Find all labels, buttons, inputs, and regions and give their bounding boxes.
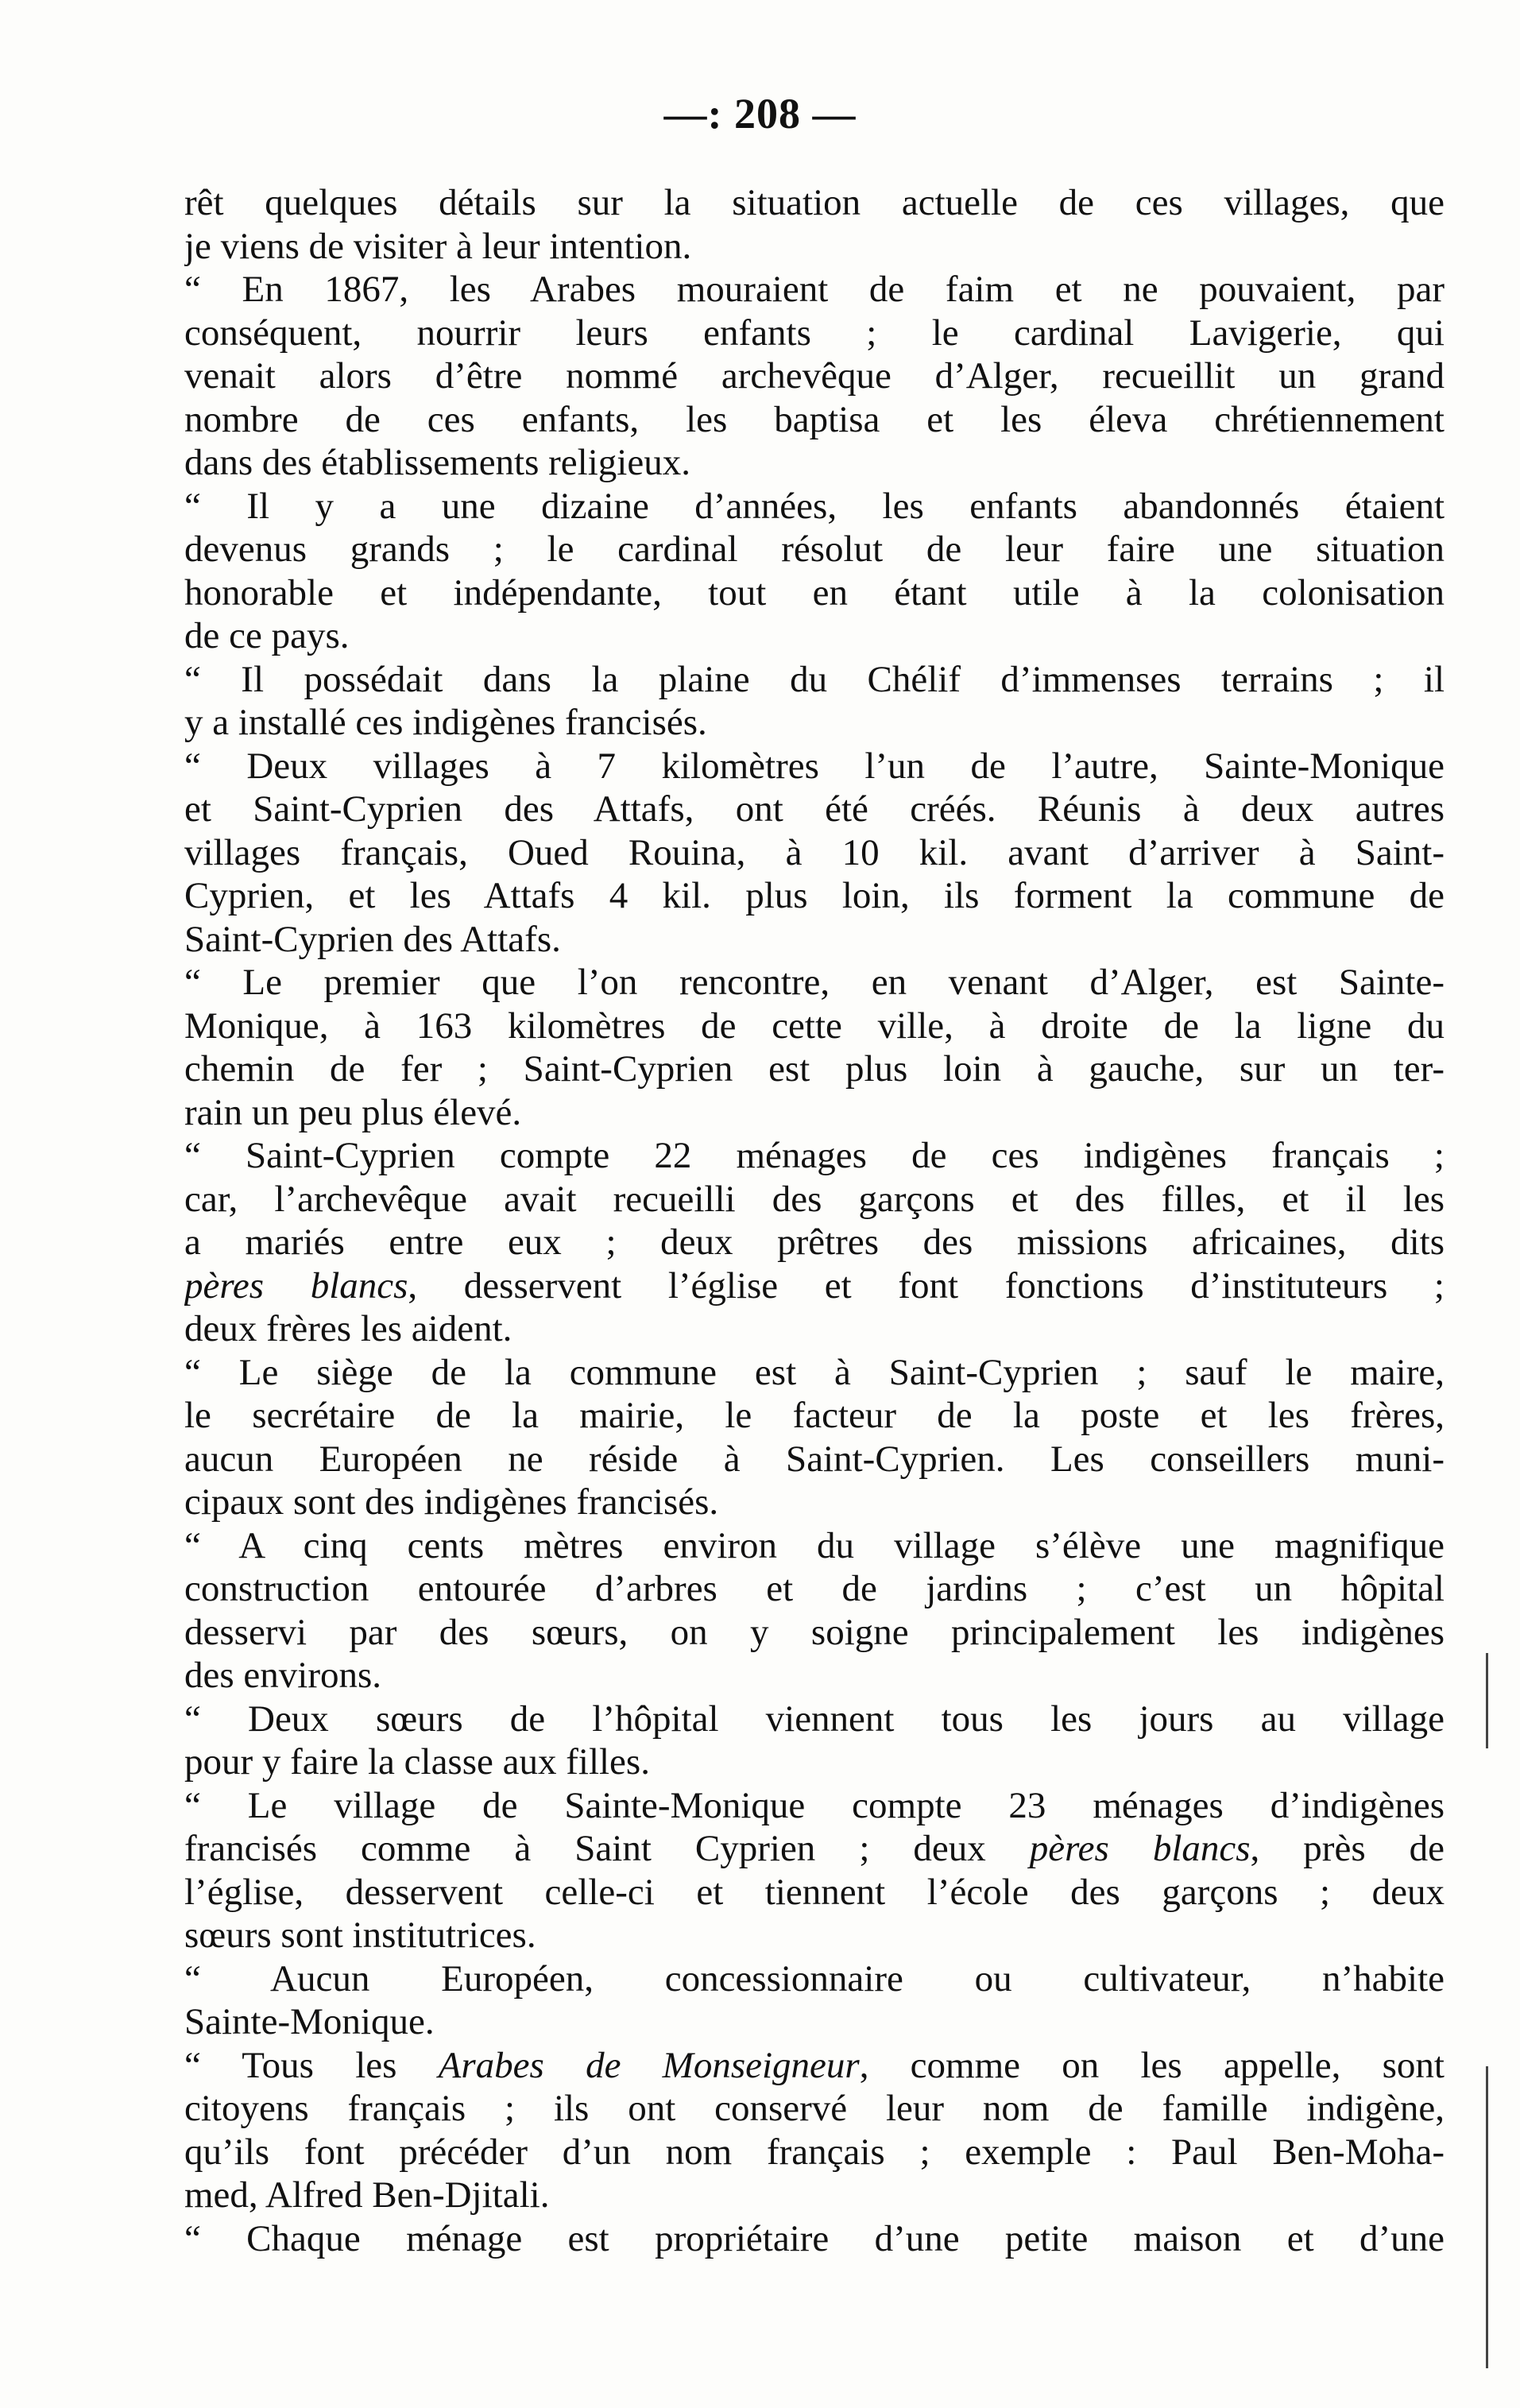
text-line: “ Saint-Cyprien compte 22 ménages de ces indigènes français ; <box>184 1135 1445 1176</box>
text-line: “ Il possédait dans la plaine du Chélif d’immenses terrains ; il <box>184 658 1445 700</box>
text-line <box>184 1264 1445 1308</box>
scan-edge-mark <box>1486 1653 1488 1748</box>
text-line <box>184 2044 1445 2088</box>
text-line: villages français, Oued Rouina, à 10 kil. avant d’arriver à Saint- <box>184 831 1445 873</box>
text-segment: , près de <box>1250 1828 1445 1869</box>
text-line: Sainte-Monique. <box>184 2001 435 2042</box>
text-line: “ Deux sœurs de l’hôpital viennent tous les jours au village <box>184 1698 1445 1740</box>
text-line: rain un peu plus élevé. <box>184 1091 522 1133</box>
text-line: rêt quelques détails sur la situation actuelle de ces villages, que <box>184 182 1445 223</box>
text-line: venait alors d’être nommé archevêque d’Alger, recueillit un grand <box>184 355 1445 397</box>
text-line: je viens de visiter à leur intention. <box>184 225 692 267</box>
text-line: dans des établissements religieux. <box>184 442 690 483</box>
italic-phrase: pères blancs <box>184 1264 408 1307</box>
text-line: construction entourée d’arbres et de jardins ; c’est un hôpital <box>184 1568 1445 1609</box>
text-line: de ce pays. <box>184 615 350 656</box>
text-line: des environs. <box>184 1655 382 1696</box>
text-line: “ Aucun Européen, concessionnaire ou cultivateur, n’habite <box>184 1957 1445 2000</box>
text-line: car, l’archevêque avait recueilli des garçons et des filles, et il les <box>184 1178 1445 1220</box>
text-line: desservi par des sœurs, on y soigne principalement les indigènes <box>184 1611 1445 1653</box>
text-line <box>184 1827 1445 1871</box>
text-line: honorable et indépendante, tout en étant utile à la colonisation <box>184 571 1445 614</box>
text-segment: , comme on les appelle, sont <box>859 2044 1445 2086</box>
italic-phrase: pères blancs <box>1029 1828 1251 1869</box>
text-line: “ Deux villages à 7 kilomètres l’un de l’autre, Sainte-Monique <box>184 745 1445 787</box>
text-line: chemin de fer ; Saint-Cyprien est plus loin à gauche, sur un ter- <box>184 1048 1445 1090</box>
text-line: l’église, desservent celle-ci et tiennent l’école des garçons ; deux <box>184 1871 1445 1913</box>
text-line: Cyprien, et les Attafs 4 kil. plus loin, ils forment la commune de <box>184 875 1445 916</box>
text-line: cipaux sont des indigènes francisés. <box>184 1481 719 1523</box>
text-line: qu’ils font précéder d’un nom français ; exemple : Paul Ben-Moha- <box>184 2131 1445 2173</box>
text-line: pour y faire la classe aux filles. <box>184 1741 650 1783</box>
text-line: sœurs sont institutrices. <box>184 1914 536 1956</box>
text-line: “ Le siège de la commune est à Saint-Cyprien ; sauf le maire, <box>184 1351 1445 1393</box>
text-line: “ Le premier que l’on rencontre, en venant d’Alger, est Sainte- <box>184 962 1445 1003</box>
text-line: “ Il y a une dizaine d’années, les enfants abandonnés étaient <box>184 485 1445 527</box>
text-line: nombre de ces enfants, les baptisa et les éleva chrétiennement <box>184 398 1445 440</box>
text-line: med, Alfred Ben-Djitali. <box>184 2174 550 2216</box>
text-line: devenus grands ; le cardinal résolut de leur faire une situation <box>184 528 1445 570</box>
page-number: —: 208 — <box>663 90 857 137</box>
text-line: “ Chaque ménage est propriétaire d’une petite maison et d’une <box>184 2217 1445 2259</box>
scan-edge-mark <box>1486 2066 1488 2368</box>
text-line: Monique, à 163 kilomètres de cette ville, à droite de la ligne du <box>184 1005 1445 1047</box>
text-segment: , desservent l’église et font fonctions d’instituteurs ; <box>408 1264 1445 1307</box>
text-line: “ En 1867, les Arabes mouraient de faim et ne pouvaient, par <box>184 269 1445 310</box>
text-line: le secrétaire de la mairie, le facteur de la poste et les frères, <box>184 1395 1445 1436</box>
text-line: deux frères les aident. <box>184 1308 512 1349</box>
text-line: “ A cinq cents mètres environ du village s’élève une magnifique <box>184 1524 1445 1566</box>
text-line: a mariés entre eux ; deux prêtres des missions africaines, dits <box>184 1221 1445 1263</box>
text-segment: “ Tous les <box>184 2044 439 2086</box>
text-line: y a installé ces indigènes francisés. <box>184 702 707 743</box>
text-line: conséquent, nourrir leurs enfants ; le cardinal Lavigerie, qui <box>184 312 1445 354</box>
text-segment: francisés comme à Saint Cyprien ; deux <box>184 1828 1030 1869</box>
body-text <box>184 181 1445 2260</box>
text-line: citoyens français ; ils ont conservé leur nom de famille indigène, <box>184 2088 1445 2129</box>
text-line: Saint-Cyprien des Attafs. <box>184 918 561 960</box>
text-line: aucun Européen ne réside à Saint-Cyprien. Les conseillers muni- <box>184 1438 1445 1480</box>
italic-phrase: Arabes de Monseigneur <box>438 2044 860 2086</box>
text-line: “ Le village de Sainte-Monique compte 23 ménages d’indigènes <box>184 1784 1445 1826</box>
text-line: et Saint-Cyprien des Attafs, ont été créés. Réunis à deux autres <box>184 788 1445 830</box>
